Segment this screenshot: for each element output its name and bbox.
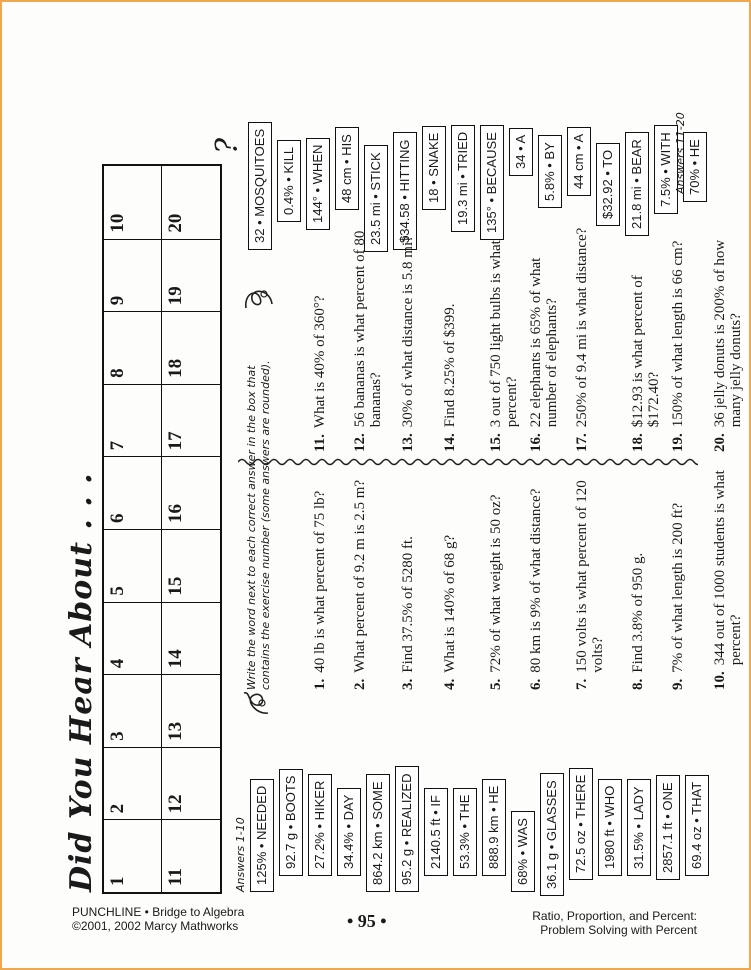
- answer-box: 36.1 g • GLASSES: [540, 773, 564, 896]
- question-item: [400, 212, 416, 452]
- question-text: 150% of what length is 66 cm?: [670, 240, 686, 428]
- question-item: [712, 460, 744, 690]
- question-item: [528, 460, 544, 690]
- swirl-doodle-icon: [242, 284, 276, 314]
- question-text: 30% of what distance is 5.8 mi?: [400, 235, 416, 428]
- grid-cell[interactable]: 11: [162, 819, 220, 892]
- answer-box: 95.2 g • REALIZED: [395, 767, 419, 893]
- grid-cell[interactable]: 20: [165, 213, 186, 233]
- question-number: 3.: [400, 678, 416, 690]
- question-item: [488, 212, 520, 452]
- question-item: [670, 212, 686, 452]
- answers-right-label: Answers 11-20: [674, 112, 687, 194]
- question-number: 18.: [630, 433, 646, 452]
- question-number: 1.: [312, 678, 328, 690]
- question-number: 16.: [528, 433, 544, 452]
- question-item: [312, 212, 328, 452]
- footer-series: PUNCHLINE • Bridge to Algebra: [72, 905, 245, 919]
- answer-box: 92.7 g • BOOTS: [279, 769, 303, 876]
- answer-grid: [102, 164, 222, 894]
- question-text: 72% of what weight is 50 oz?: [488, 494, 504, 673]
- answer-box: 53.3% • THE: [453, 788, 477, 876]
- question-item: [352, 212, 384, 452]
- grid-cell[interactable]: 7: [104, 384, 162, 457]
- question-text: 3 out of 750 light bulbs is what percent?: [488, 240, 520, 428]
- footer-topic: Ratio, Proportion, and Percent:: [532, 909, 697, 923]
- question-item: [528, 212, 560, 452]
- question-text: Find 8.25% of $399.: [442, 303, 458, 428]
- footer-right: [522, 909, 697, 937]
- grid-cell[interactable]: 4: [104, 602, 162, 675]
- question-text: 7% of what length is 200 ft?: [670, 502, 686, 673]
- grid-cell[interactable]: 8: [104, 311, 162, 384]
- question-number: 6.: [528, 678, 544, 690]
- swirl-doodle-icon: [240, 689, 274, 717]
- answer-box: $32.92 • TO: [596, 143, 620, 226]
- footer-subtopic: Problem Solving with Percent: [540, 923, 697, 937]
- answer-box: 125% • NEEDED: [250, 779, 274, 892]
- question-text: 80 km is 9% of what distance?: [528, 488, 544, 673]
- grid-cell[interactable]: 1: [104, 819, 162, 892]
- question-item: [630, 212, 662, 452]
- question-text: Find 3.8% of 950 g.: [630, 552, 646, 673]
- grid-cell[interactable]: 15: [162, 529, 220, 602]
- question-number: 10.: [712, 671, 728, 690]
- question-text: 56 bananas is what percent of 80 bananas?: [352, 230, 384, 428]
- question-number: 11.: [312, 434, 328, 452]
- question-number: 8.: [630, 678, 646, 690]
- grid-cell[interactable]: 17: [162, 384, 220, 457]
- answer-box: 31.5% • LADY: [627, 779, 651, 876]
- answer-box: 18 • SNAKE: [422, 126, 446, 210]
- grid-cell[interactable]: 5: [104, 529, 162, 602]
- question-item: [442, 212, 458, 452]
- instructions: Write the word next to each correct answer in the box that contains the exercise number (some answers are rounded).: [245, 360, 272, 690]
- question-text: What is 40% of 360°?: [312, 295, 328, 429]
- grid-cell[interactable]: 9: [104, 239, 162, 312]
- question-item: [400, 460, 416, 690]
- footer-copyright: ©2001, 2002 Marcy Mathworks: [72, 919, 239, 933]
- question-text: What percent of 9.2 m is 2.5 m?: [352, 479, 368, 673]
- question-number: 2.: [352, 678, 368, 690]
- question-text: 150 volts is what percent of 120 volts?: [574, 480, 606, 673]
- grid-cell[interactable]: 19: [162, 239, 220, 312]
- question-number: 4.: [442, 678, 458, 690]
- question-item: [712, 212, 744, 452]
- question-item: [630, 460, 646, 690]
- question-number: 19.: [670, 433, 686, 452]
- answer-box: 144° • WHEN: [306, 138, 330, 230]
- answer-box: 27.2% • HIKER: [308, 774, 332, 876]
- footer-left: [72, 905, 244, 933]
- grid-cell[interactable]: 2: [104, 747, 162, 820]
- answer-box: 69.4 oz • THAT: [685, 775, 709, 876]
- question-text: What is 140% of 68 g?: [442, 534, 458, 673]
- answer-box: 72.5 oz • THERE: [569, 768, 593, 880]
- grid-cell[interactable]: 10: [104, 166, 162, 239]
- answer-box: 21.8 mi • BEAR: [625, 132, 649, 236]
- question-item: [574, 460, 606, 690]
- answer-box: 44 cm • A: [567, 127, 591, 196]
- question-text: $12.93 is what percent of $172.40?: [630, 275, 662, 428]
- answer-box: 1980 ft • WHO: [598, 779, 622, 876]
- answer-box: 864.2 km • SOME: [366, 774, 390, 892]
- question-item: [312, 460, 328, 690]
- question-text: 344 out of 1000 students is what percent?: [712, 470, 744, 666]
- question-text: 22 elephants is 65% of what number of elephants?: [528, 257, 560, 428]
- question-number: 13.: [400, 433, 416, 452]
- answer-box: 70% • HE: [683, 132, 707, 202]
- rotated-worksheet: [62, 102, 744, 902]
- answer-box: 68% • WAS: [511, 811, 535, 892]
- question-number: 20.: [712, 433, 728, 452]
- question-text: 40 lb is what percent of 75 lb?: [312, 490, 328, 673]
- grid-cell[interactable]: 13: [162, 674, 220, 747]
- answers-left-label: Answers 1-10: [234, 817, 247, 892]
- question-number: 12.: [352, 433, 368, 452]
- question-item: [670, 460, 686, 690]
- question-number: 5.: [488, 678, 504, 690]
- question-item: [574, 212, 590, 452]
- answer-box: 2857.1 ft • ONE: [656, 775, 680, 880]
- question-text: 36 jelly donuts is 200% of how many jelly donuts?: [712, 239, 744, 428]
- grid-cell[interactable]: 3: [104, 674, 162, 747]
- question-number: 14.: [442, 433, 458, 452]
- question-number: 7.: [574, 678, 590, 690]
- grid-cell[interactable]: 14: [162, 602, 220, 675]
- question-number: 15.: [488, 433, 504, 452]
- answer-box: 48 cm • HIS: [335, 127, 359, 210]
- question-text: 250% of 9.4 mi is what distance?: [574, 227, 590, 428]
- question-mark: ?: [210, 137, 245, 154]
- grid-cell[interactable]: 12: [162, 747, 220, 820]
- answer-box: 7.5% • WITH: [654, 125, 678, 214]
- answer-box: 135° • BECAUSE: [480, 125, 504, 240]
- answer-box: 34 • A: [509, 128, 533, 176]
- question-text: Find 37.5% of 5280 ft.: [400, 536, 416, 673]
- answer-box: 888.9 km • HE: [482, 779, 506, 876]
- worksheet-title: Did You Hear About . . .: [64, 472, 99, 892]
- question-number: 9.: [670, 678, 686, 690]
- question-number: 17.: [574, 433, 590, 452]
- answer-box: 0.4% • KILL: [277, 140, 301, 222]
- question-item: [352, 460, 368, 690]
- answer-box: $34.58 • HITTING: [393, 132, 417, 250]
- answer-box: 2140.5 ft • IF: [424, 788, 448, 876]
- answer-box: 23.5 mi • STICK: [364, 145, 388, 252]
- question-item: [442, 460, 458, 690]
- question-item: [488, 460, 504, 690]
- answer-box: 5.8% • BY: [538, 135, 562, 208]
- grid-cell[interactable]: 16: [162, 456, 220, 529]
- grid-cell[interactable]: 18: [162, 311, 220, 384]
- grid-cell[interactable]: 6: [104, 456, 162, 529]
- answer-box: 34.4% • DAY: [337, 788, 361, 876]
- divider-wave: [238, 456, 698, 468]
- page-number: • 95 •: [347, 911, 387, 931]
- answer-box: 19.3 mi • TRIED: [451, 125, 475, 232]
- answer-box: 32 • MOSQUITOES: [248, 122, 272, 250]
